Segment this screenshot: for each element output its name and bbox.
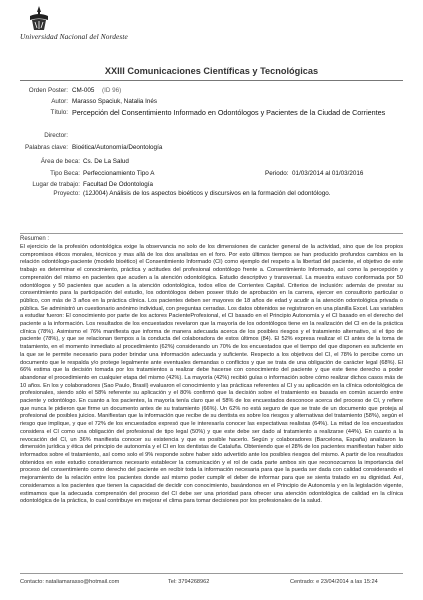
lugar-value: Facultad De Odontología (83, 181, 154, 188)
footer-center: Centrado: e 23/04/2014 a las 15:24 (290, 579, 378, 585)
university-header (20, 5, 180, 41)
titulo-label: Título: (50, 109, 68, 116)
summary-label: Resumen : (20, 236, 50, 242)
university-name: Universidad Nacional del Nordeste (20, 32, 128, 41)
tipo-value: Perfeccionamiento Tipo A (83, 170, 155, 177)
periodo-label: Periodo: (265, 170, 289, 177)
footer-divider (20, 573, 403, 574)
orden-label: Orden Poster: (28, 87, 68, 94)
autor-label: Autor: (51, 98, 68, 105)
periodo-value: 01/03/2014 al 01/03/2016 (292, 170, 364, 177)
section-divider (20, 233, 403, 234)
tipo-label: Tipo Beca: (50, 170, 80, 177)
lugar-label: Lugar de trabajo: (32, 181, 80, 188)
area-value: Cs. De La Salud (83, 158, 129, 165)
orden-extra: (ID 96) (102, 87, 122, 94)
titulo-value: Percepción del Consentimiento Informado en Odontólogos y Pacientes de la Ciudad de Corrientes (72, 108, 386, 117)
palabras-value: Bioética/Autonomía/Deontología (72, 144, 163, 151)
header-divider (20, 80, 403, 81)
footer-phone: Tel: 3794268962 (168, 579, 210, 585)
palabras-label: Palabras clave: (24, 144, 68, 151)
conference-title: XXIII Comunicaciones Científicas y Tecnológicas (104, 66, 319, 76)
director-label: Director: (44, 132, 68, 139)
orden-value: CM-005 (72, 87, 95, 94)
area-label: Área de beca: (40, 158, 80, 165)
summary-text: El ejercicio de la profesión odontológica exige la observancia no solo de los dimensiones de carácter general de la actividad, sino que de los propios compromisos éticos morales, técnicos y mas allá de los dos analistas en el foro. Por esto últimos tiempos se han producido profundos cambios en la relación odontólogo-paciente (modelo bioético) el Consentimiento Informado (CI) como ejemplo del respeto a la libertad del paciente, el objetivo de este trabajo es determinar el conocimiento, práctica y actitudes del profesional odontólogo frente a. Consentimiento Informado, así como la percepción y comprensión del mismo en pacientes que acuden a la atención odontológica. Estudio descriptivo y transversal. La muestra estuvo conformada por 50 odontólogos y 50 pacientes que acuden a la atención odontológica, todos ellos de Corrientes Capital. Criterios de inclusión: además de prestar su consentimiento para la participación del estudio, los odontólogos deben poseer título de aprobación en la carrera, ejercer en consultorio particular o público, con más de 3 años en la práctica clínica. Los pacientes deben ser mayores de 18 años de edad y acudir a la atención odontológica privada o pública. Se administró un cuestionario anónimo individual, con preguntas cerradas. Los datos obtenidos se registraron en una planilla Excel. Las variables a estudiar fueron: El conocimiento por parte de los actores PacienteProfesional, el CI basado en el Principio Autonomía y el CI basado en el derecho del paciente a la información. Los resultados de los encuestados revelaron que la mayoría de los odontólogos tiene en la realización del CI en de la práctica clínica (78%). Asimismo el 76% manifiesta que informa de manera adecuada acerca de los posibles riesgos y el tratamiento alternativo, si el tipo de paciente (78%), y que se relacionan tiempos a la conducta del colaboradora de estos últimos (84). El 52% expresa realizar el CI antes de la toma de tratamiento, en el momento inmediato al procedimiento (62%) considerando un 70% de los encuestados que el tiempo del que disponen es suficiente en la que se le permite necesario para poder brindar una información adecuada y suficiente. Respecto a los objetivos del CI, el 78% lo percibe como un documento que le respalda y/o protege legalmente ante eventuales demandas o conflictos y que se trata de una obligación de carácter legal (68%). El 66% estima que la decisión tomada por los tratamientos a realizar debe hacerse con conocimiento del paciente y que este tiene derecho a poder abandonar el procedimiento en cualquier etapa del mismo (42%). La mayoría (42%) recibió guías o información sobre cómo realizar dichos casos más de 10 años. En los y colaboradores (Sao Paulo, Brasil) evaluaron el conocimiento y las prácticas referentes al CI y su aplicación en la clínica odontológica de profesionales, siendo sólo el 58% referente su aplicación y el 80% confirmó que la decisión sobre el tratamiento es basada en común acuerdo entre paciente y odontólogo. En cuanto a los pacientes, la mayoría tenía claro que el 58% de los encuestados desconoce acerca del proceso de CI, y refiere que nunca le pidieron que firme un documento antes de su tratamiento (66%). Un 62% no está seguro de que se trate de un documento que proteja al profesional de posibles juicios. Manifiestan que la información que recibe de su dentista es sobre los riesgos y alternativas del tratamiento (58%), según el riesgo que implique, y que el 72% de los encuestados expresó que le interesaría conocer las expectativas realistas (64%). La mitad de los encuestados considera el CI como una obligación del profesional de tipo legal (50%) y que este debe ser dado al tratamiento a realizarse (44%). En cuanto a la revocación del CI, un 36% manifiesta conocer su existencia y que es posible hacerlo. Según y colaboradores (Barcelona, España) analizaron la dimensión jurídica y ética del principio de autonomía y el CI en los dentistas de Cataluña. Obteniendo que el 28% de los pacientes manifiestan haber sido informados sobre el tratamiento, así como solo el 9% responde sobre haber sido advertido ante los posibles riesgos del mismo. A partir de los resultados obtenidos en este estudio consideramos necesario establecer la comunicación y el rol de cada parte ambos sin que reconozcamos la importancia del proceso del consentimiento como derecho del paciente en recibir toda la información necesaria para que la pueda ser dada con calidad considerando el mejoramiento de la relación entre los pacientes donde así mismo poder cumplir el deber de informar para que se sienta tratado en su dignidad. Así, consideramos a los pacientes que tienen la capacidad de decidir con conocimiento, basándonos en el Principio de Autonomía y en la legislación vigente, estimamos que la adecuada comprensión del proceso del CI debe ser una prioridad para ofrecer una atención odontológica de calidad en la clínica odontológica de la práctica, lo cual contribuye en mejorar el clima para tomar decisiones por los profesionales de la salud. (20, 244, 403, 505)
proyecto-label: Proyecto: (53, 190, 80, 197)
footer-contact: Contacto: nataliamarasso@hotmail.com (20, 579, 120, 585)
proyecto-value: (12J004) Análisis de los aspectos bioéticos y discursivos en la formación del odontólogo. (83, 190, 331, 197)
university-crest-icon (26, 5, 52, 31)
autor-value: Marasso Spaciuk, Natalia Inés (72, 98, 158, 105)
